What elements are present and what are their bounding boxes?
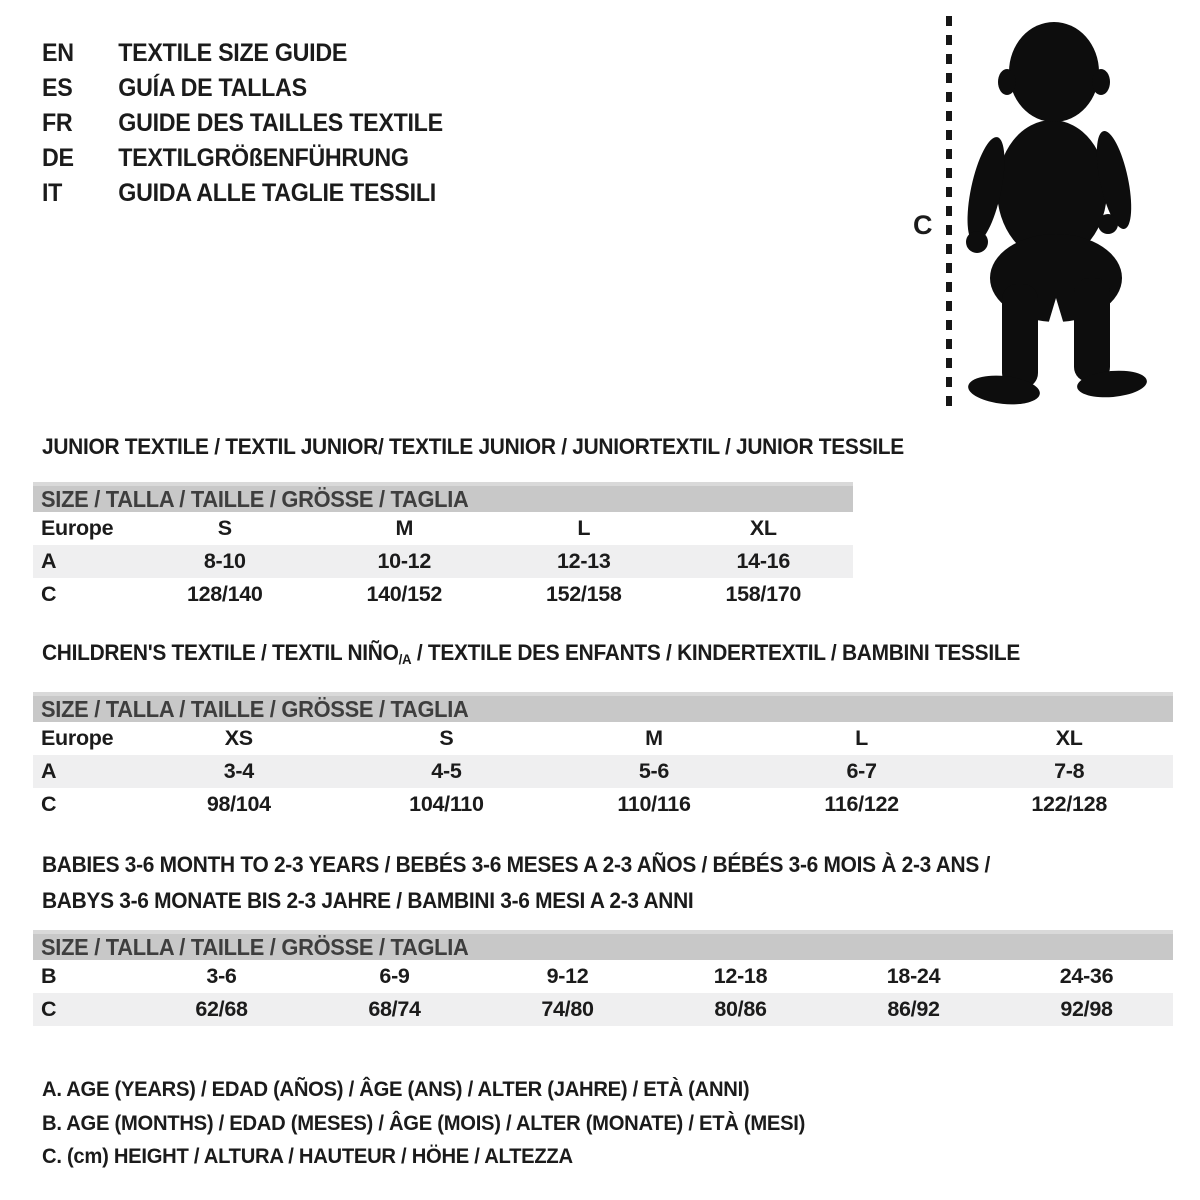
- table-cell: 5-6: [638, 759, 670, 783]
- table-cell: 6-7: [846, 759, 877, 783]
- table-cell: 12-13: [557, 549, 611, 573]
- column-header: M: [645, 726, 663, 750]
- column-header: L: [577, 516, 591, 540]
- size-header-label: SIZE / TALLA / TAILLE / GRÖSSE / TAGLIA: [41, 933, 469, 960]
- language-title: TEXTILGRÖßENFÜHRUNG: [118, 144, 409, 172]
- table-cell: 152/158: [545, 582, 622, 606]
- table-row: [33, 755, 1173, 788]
- language-row: [42, 141, 443, 176]
- table-cell: 12-18: [713, 964, 768, 988]
- language-row: [42, 106, 443, 141]
- size-header-label: SIZE / TALLA / TAILLE / GRÖSSE / TAGLIA: [41, 485, 469, 512]
- table-cell: 6-9: [379, 964, 410, 988]
- row-label: B: [41, 964, 57, 988]
- children-title-subscript: /A: [398, 651, 412, 667]
- size-header-bar: [33, 482, 853, 512]
- table-row: [33, 788, 1173, 821]
- table-cell: 86/92: [887, 997, 940, 1021]
- language-code: FR: [42, 109, 73, 137]
- table-cell: 98/104: [206, 792, 271, 816]
- row-label: C: [41, 582, 57, 606]
- language-code: EN: [42, 39, 74, 67]
- column-header: XL: [1055, 726, 1083, 750]
- language-code: ES: [42, 74, 73, 102]
- babies-section-title: [42, 847, 990, 918]
- table-cell: 4-5: [431, 759, 462, 783]
- table-cell: 68/74: [368, 997, 421, 1021]
- table-row: [33, 960, 1173, 993]
- row-label: A: [41, 759, 57, 783]
- column-header: L: [855, 726, 868, 750]
- table-header-row: [33, 722, 1173, 755]
- footnote-legend: [42, 1073, 805, 1174]
- junior-size-table: [33, 482, 853, 611]
- table-cell: 74/80: [541, 997, 594, 1021]
- footnote-c: C. (cm) HEIGHT / ALTURA / HAUTEUR / HÖHE / ALTEZZA: [42, 1144, 573, 1168]
- column-header: S: [217, 516, 232, 540]
- language-row: [42, 176, 443, 211]
- table-cell: 140/152: [366, 582, 443, 606]
- height-measure-dashed-line: [946, 16, 952, 414]
- column-header: M: [395, 516, 414, 540]
- height-measure-label: C: [913, 210, 933, 240]
- children-size-table: [33, 692, 1173, 821]
- table-cell: 116/122: [824, 792, 899, 816]
- table-row: [33, 993, 1173, 1026]
- region-label: Europe: [41, 516, 114, 540]
- language-row: [42, 36, 443, 71]
- region-label: Europe: [41, 726, 114, 750]
- table-cell: 18-24: [886, 964, 941, 988]
- table-cell: 122/128: [1031, 792, 1107, 816]
- babies-title-line2: BABYS 3-6 MONATE BIS 2-3 JAHRE / BAMBINI 3-6 MESI A 2-3 ANNI: [42, 887, 694, 913]
- column-header: XL: [749, 516, 777, 540]
- size-header-label: SIZE / TALLA / TAILLE / GRÖSSE / TAGLIA: [41, 695, 469, 722]
- size-header-bar: [33, 692, 1173, 722]
- children-section-title: [42, 640, 1020, 667]
- children-title-rest: / TEXTILE DES ENFANTS / KINDERTEXTIL / BAMBINI TESSILE: [411, 640, 1021, 665]
- babies-title-line1: BABIES 3-6 MONTH TO 2-3 YEARS / BEBÉS 3-6 MESES A 2-3 AÑOS / BÉBÉS 3-6 MOIS À 2-3 ANS /: [42, 852, 991, 877]
- table-cell: 3-4: [223, 759, 254, 783]
- language-title: TEXTILE SIZE GUIDE: [118, 39, 348, 67]
- table-cell: 7-8: [1054, 759, 1085, 783]
- children-title-main: CHILDREN'S TEXTILE / TEXTIL NIÑO: [42, 640, 399, 665]
- table-cell: 110/116: [617, 792, 691, 816]
- table-cell: 92/98: [1060, 997, 1113, 1021]
- footnote-b: B. AGE (MONTHS) / EDAD (MESES) / ÂGE (MOIS) / ALTER (MONATE) / ETÀ (MESI): [42, 1110, 806, 1135]
- language-title: GUIDA ALLE TAGLIE TESSILI: [118, 179, 436, 207]
- table-cell: 3-6: [206, 964, 237, 988]
- language-title-list: [42, 36, 473, 211]
- column-header: S: [439, 726, 454, 750]
- table-cell: 8-10: [203, 549, 246, 573]
- table-cell: 104/110: [409, 792, 484, 816]
- table-cell: 14-16: [736, 549, 790, 573]
- language-code: DE: [42, 144, 74, 172]
- language-code: IT: [42, 179, 63, 207]
- table-cell: 80/86: [714, 997, 767, 1021]
- row-label: C: [41, 792, 57, 816]
- table-row: [33, 545, 853, 578]
- language-row: [42, 71, 443, 106]
- language-title: GUÍA DE TALLAS: [118, 74, 307, 102]
- table-cell: 62/68: [195, 997, 248, 1021]
- footnote-a: A. AGE (YEARS) / EDAD (AÑOS) / ÂGE (ANS) / ALTER (JAHRE) / ETÀ (ANNI): [42, 1077, 750, 1101]
- table-row: [33, 578, 853, 611]
- table-header-row: [33, 512, 853, 545]
- table-cell: 10-12: [377, 549, 431, 573]
- row-label: C: [41, 997, 57, 1021]
- baby-silhouette-icon: [962, 12, 1157, 414]
- column-header: XS: [224, 726, 253, 750]
- junior-section-title: JUNIOR TEXTILE / TEXTIL JUNIOR/ TEXTILE JUNIOR / JUNIORTEXTIL / JUNIOR TESSILE: [42, 434, 904, 459]
- table-cell: 128/140: [186, 582, 263, 606]
- table-cell: 24-36: [1059, 964, 1114, 988]
- row-label: A: [41, 549, 57, 573]
- table-cell: 158/170: [725, 582, 802, 606]
- size-header-bar: [33, 930, 1173, 960]
- table-cell: 9-12: [546, 964, 589, 988]
- language-title: GUIDE DES TAILLES TEXTILE: [118, 109, 443, 137]
- babies-size-table: [33, 930, 1173, 1026]
